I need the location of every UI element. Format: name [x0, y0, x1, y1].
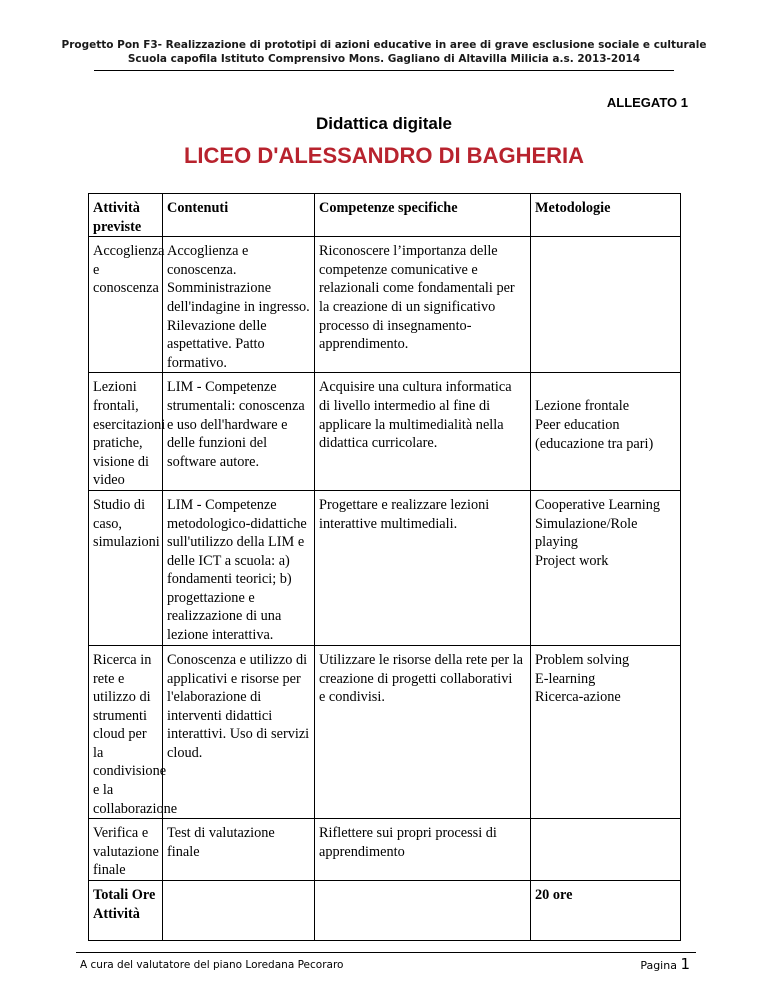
cell-attivita: Ricerca in rete e utilizzo di strumenti cloud per la condivisione e la collaborazione [89, 645, 163, 818]
cell-metodologie: Cooperative Learning Simulazione/Role playing Project work [531, 490, 681, 645]
header-competenze: Competenze specifiche [315, 194, 531, 237]
attachment-label: ALLEGATO 1 [606, 95, 688, 110]
cell-attivita: Accoglienza e conoscenza [89, 237, 163, 373]
cell-attivita: Studio di caso, simulazioni [89, 490, 163, 645]
cell-competenze: Riconoscere l’importanza delle competenze comunicative e relazionali come fondamentali per la creazione di un significativo processo di insegnamento-apprendimento. [315, 237, 531, 373]
page-label: Pagina [640, 959, 677, 972]
table-row [89, 237, 681, 373]
header-metodologie: Metodologie [531, 194, 681, 237]
cell-contenuti: Test di valutazione finale [163, 819, 315, 881]
page-number-value: 1 [680, 955, 690, 973]
page-header [0, 38, 768, 66]
table-header-row [89, 194, 681, 237]
cell-metodologie: Problem solving E-learning Ricerca-azione [531, 645, 681, 818]
table-row [89, 373, 681, 491]
header-contenuti: Contenuti [163, 194, 315, 237]
cell-competenze: Riflettere sui propri processi di apprendimento [315, 819, 531, 881]
header-project-line: Progetto Pon F3- Realizzazione di prototipi di azioni educative in aree di grave esclusione sociale e culturale [61, 39, 707, 51]
totals-label: Totali Ore Attività [89, 881, 163, 941]
totals-row [89, 881, 681, 941]
table-row [89, 490, 681, 645]
school-title: LICEO D'ALESSANDRO DI BAGHERIA [183, 143, 585, 168]
table-row [89, 819, 681, 881]
cell-competenze: Acquisire una cultura informatica di livello intermedio al fine di applicare la multimedialità nella didattica curricolare. [315, 373, 531, 491]
header-divider [94, 70, 674, 71]
cell-competenze: Progettare e realizzare lezioni interattive multimediali. [315, 490, 531, 645]
totals-value: 20 ore [531, 881, 681, 941]
totals-empty-cell [163, 881, 315, 941]
cell-contenuti: Conoscenza e utilizzo di applicativi e risorse per l'elaborazione di interventi didattici interattivi. Uso di servizi cloud. [163, 645, 315, 818]
cell-competenze: Utilizzare le risorse della rete per la creazione di progetti collaborativi e condivisi. [315, 645, 531, 818]
activities-table [88, 193, 681, 941]
cell-attivita: Verifica e valutazione finale [89, 819, 163, 881]
footer-author: A cura del valutatore del piano Loredana Pecoraro [80, 959, 344, 971]
cell-attivita: Lezioni frontali, esercitazioni pratiche, visione di video [89, 373, 163, 491]
header-school-line: Scuola capofila Istituto Comprensivo Mons. Gagliano di Altavilla Milicia a.s. 2013-2014 [127, 53, 641, 65]
header-attivita: Attività previste [89, 194, 163, 237]
cell-contenuti: Accoglienza e conoscenza. Somministrazione dell'indagine in ingresso. Rilevazione delle aspettative. Patto formativo. [163, 237, 315, 373]
document-title: Didattica digitale [315, 114, 453, 133]
table-row [89, 645, 681, 818]
page-number [640, 955, 690, 973]
cell-contenuti: LIM - Competenze metodologico-didattiche sull'utilizzo della LIM e delle ICT a scuola: a) fondamenti teorici; b) progettazione e realizzazione di una lezione interattiva. [163, 490, 315, 645]
cell-metodologie [531, 237, 681, 373]
totals-empty-cell [315, 881, 531, 941]
cell-metodologie [531, 819, 681, 881]
cell-contenuti: LIM - Competenze strumentali: conoscenza e uso dell'hardware e delle funzioni del software autore. [163, 373, 315, 491]
footer-divider [76, 952, 696, 953]
cell-metodologie: Lezione frontale Peer education (educazione tra pari) [531, 373, 681, 491]
